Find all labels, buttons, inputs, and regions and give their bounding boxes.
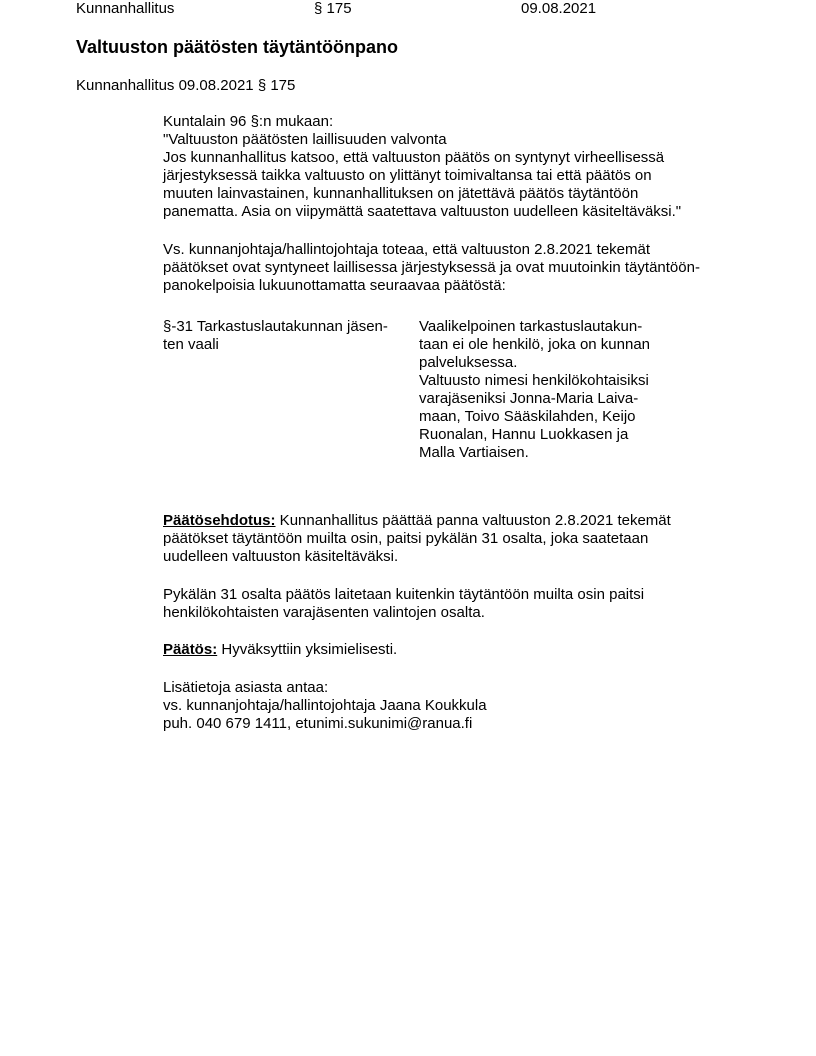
text-line: §-31 Tarkastuslautakunnan jäsen- bbox=[163, 318, 388, 335]
text-line: Kuntalain 96 §:n mukaan: bbox=[163, 113, 334, 130]
header-section: § 175 bbox=[314, 0, 352, 17]
text-line: "Valtuuston päätösten laillisuuden valvonta bbox=[163, 131, 447, 148]
text-line: taan ei ole henkilö, joka on kunnan bbox=[419, 336, 651, 353]
proposal bbox=[163, 512, 671, 566]
text-line: Ruonalan, Hannu Luokkasen ja bbox=[419, 426, 629, 443]
proposal-continued bbox=[163, 586, 644, 622]
text-line: Vs. kunnanjohtaja/hallintojohtaja toteaa, että valtuuston 2.8.2021 tekemät bbox=[163, 241, 651, 258]
reference: Kunnanhallitus 09.08.2021 § 175 bbox=[76, 77, 296, 94]
text-line: päätökset ovat syntyneet laillisessa järjestyksessä ja ovat muutoinkin täytäntöön- bbox=[163, 259, 700, 276]
text-line: panematta. Asia on viipymättä saatettava valtuuston uudelleen käsiteltäväksi." bbox=[163, 203, 682, 220]
contact-info bbox=[163, 679, 487, 733]
table-cell-right bbox=[419, 318, 650, 462]
text-line: muuten lainvastainen, kunnanhallituksen on jätettävä päätös täytäntöön bbox=[163, 185, 639, 202]
decision bbox=[163, 641, 397, 659]
header-date: 09.08.2021 bbox=[521, 0, 597, 17]
text-line: palveluksessa. bbox=[419, 354, 518, 371]
statement bbox=[163, 241, 700, 295]
proposal-label: Päätösehdotus: bbox=[163, 512, 276, 529]
text-line: uudelleen valtuuston käsiteltäväksi. bbox=[163, 548, 399, 565]
page-title: Valtuuston päätösten täytäntöönpano bbox=[76, 37, 399, 57]
text-line: henkilökohtaisten varajäsenten valintojen osalta. bbox=[163, 604, 485, 621]
law-quote bbox=[163, 113, 681, 221]
text-line: panokelpoisia lukuunottamatta seuraavaa päätöstä: bbox=[163, 277, 506, 294]
text-line: Vaalikelpoinen tarkastuslautakun- bbox=[419, 318, 643, 335]
text-line: päätökset täytäntöön muilta osin, paitsi pykälän 31 osalta, joka saatetaan bbox=[163, 530, 649, 547]
text-line: puh. 040 679 1411, etunimi.sukunimi@ranua.fi bbox=[163, 715, 473, 732]
decision-text: Hyväksyttiin yksimielisesti. bbox=[217, 641, 398, 658]
text-line: Lisätietoja asiasta antaa: bbox=[163, 679, 329, 696]
decision-label: Päätös: bbox=[163, 641, 218, 658]
text-line: vs. kunnanjohtaja/hallintojohtaja Jaana Koukkula bbox=[163, 697, 487, 714]
text-line: ten vaali bbox=[163, 336, 219, 353]
text-line: Jos kunnanhallitus katsoo, että valtuuston päätös on syntynyt virheellisessä bbox=[163, 149, 665, 166]
text-line: Kunnanhallitus päättää panna valtuuston 2.8.2021 tekemät bbox=[275, 512, 671, 529]
text-line: Valtuusto nimesi henkilökohtaisiksi bbox=[419, 372, 649, 389]
table-cell-left bbox=[163, 318, 388, 354]
text-line: maan, Toivo Sääskilahden, Keijo bbox=[419, 408, 636, 425]
header-body: Kunnanhallitus bbox=[76, 0, 175, 17]
text-line: Pykälän 31 osalta päätös laitetaan kuitenkin täytäntöön muilta osin paitsi bbox=[163, 586, 645, 603]
text-line: varajäseniksi Jonna-Maria Laiva- bbox=[419, 390, 639, 407]
text-line: järjestyksessä taikka valtuusto on ylittänyt toimivaltansa tai että päätös on bbox=[163, 167, 652, 184]
text-line: Malla Vartiaisen. bbox=[419, 444, 529, 461]
